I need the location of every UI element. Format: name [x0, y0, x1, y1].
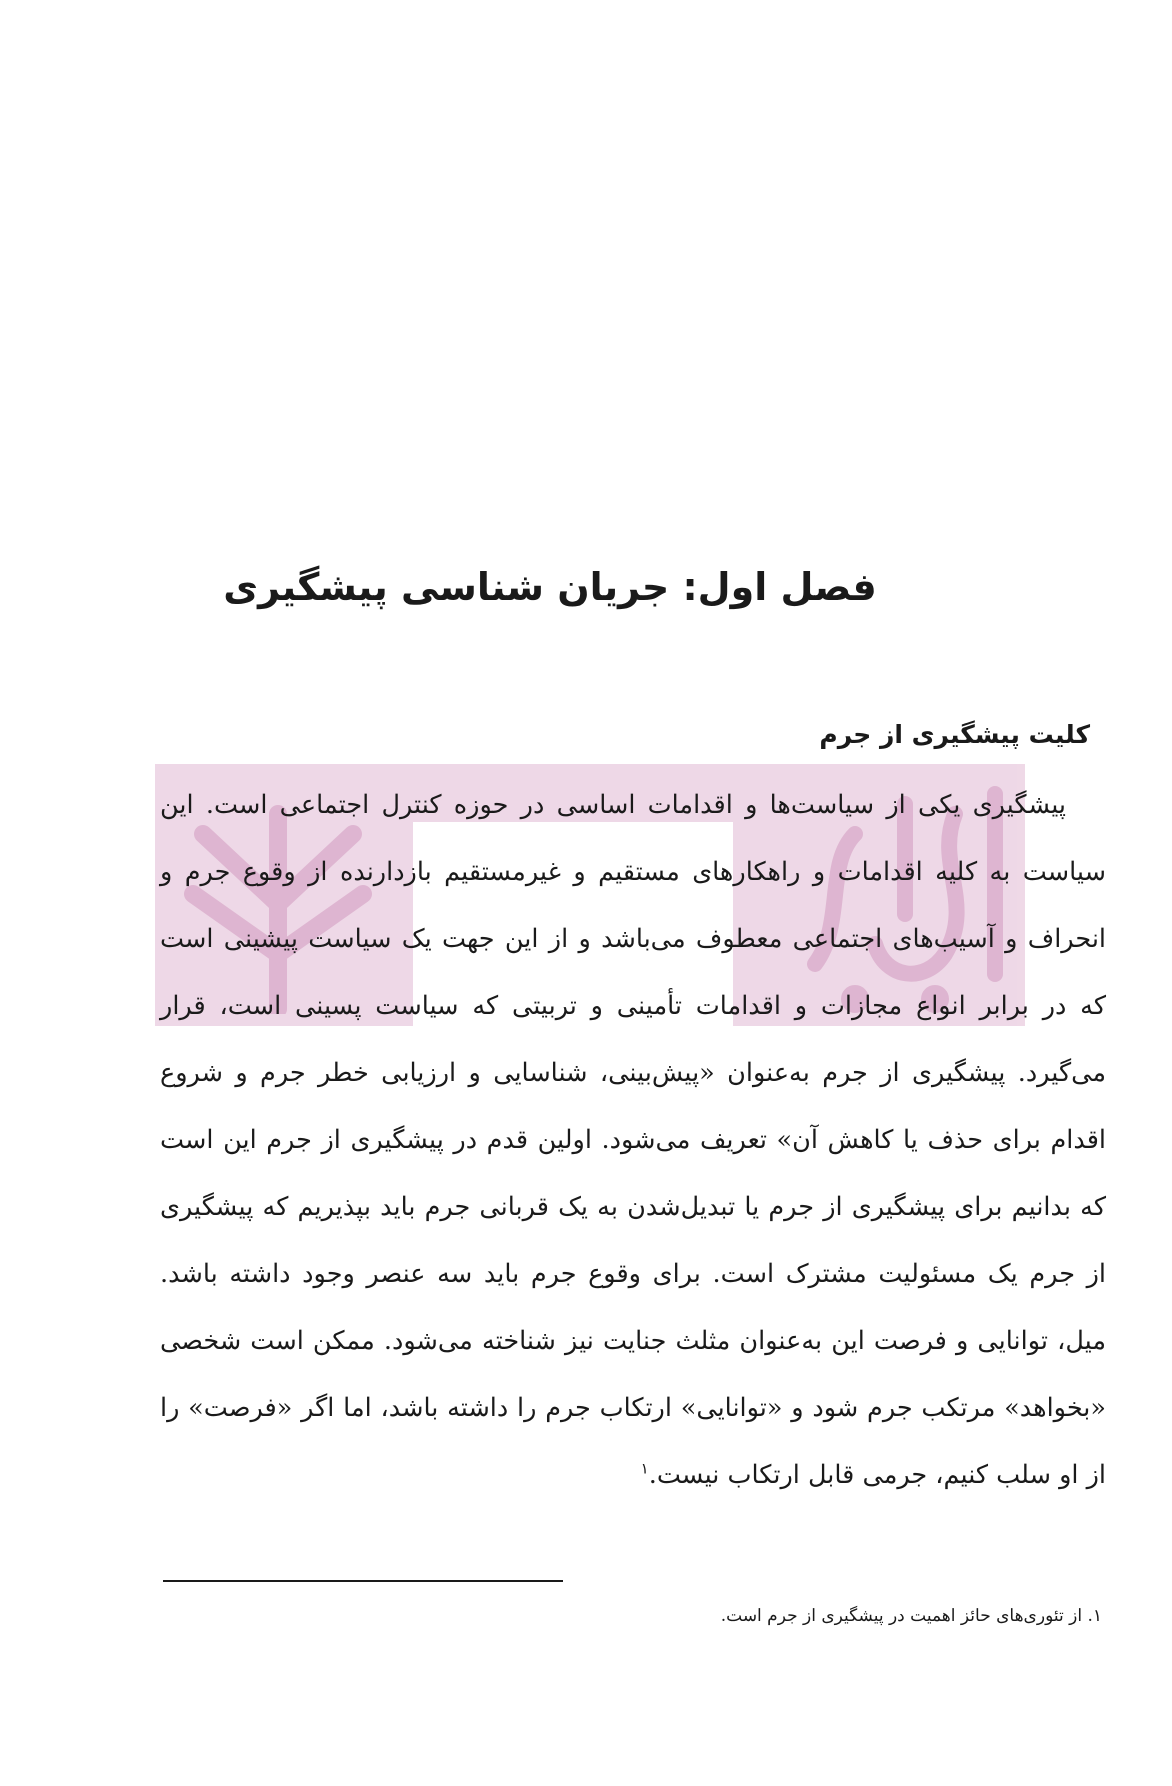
- footnote-divider: [163, 1580, 563, 1582]
- section-heading: کلیت پیشگیری از جرم: [819, 720, 1090, 749]
- footnote-marker: ۱: [640, 1459, 649, 1478]
- footnote: ۱. از تئوری‌های حائز اهمیت در پیشگیری از جرم است.: [720, 1606, 1102, 1626]
- body-paragraph: [160, 772, 1106, 1509]
- chapter-title: فصل اول: جریان شناسی پیشگیری: [223, 565, 877, 609]
- body-text: [160, 772, 1106, 1509]
- paragraph-text: پیشگیری یکی از سیاست‌ها و اقدامات اساسی در حوزه کنترل اجتماعی است. این سیاست به کلیه اقدامات و راهکارهای مستقیم و غیرمستقیم بازدارنده از وقوع جرم و انحراف و آسیب‌های اجتماعی معطوف می‌باشد و از این جهت یک سیاست پیشینی است که در برابر انواع مجازات و اقدامات تأمینی و تربیتی که سیاست پسینی است، قرار می‌گیرد. پیشگیری از جرم به‌عنوان «پیش‌بینی، شناسایی و ارزیابی خطر جرم و شروع اقدام برای حذف یا کاهش آن» تعریف می‌شود. اولین قدم در پیشگیری از جرم این است که بدانیم برای پیشگیری از جرم یا تبدیل‌شدن به یک قربانی جرم باید بپذیریم که پیشگیری از جرم یک مسئولیت مشترک است. برای وقوع جرم باید سه عنصر وجود داشته باشد. میل، توانایی و فرصت این به‌عنوان مثلث جنایت نیز شناخته می‌شود. ممکن است شخصی «بخواهد» مرتکب جرم شود و «توانایی» ارتکاب جرم را داشته باشد، اما اگر «فرصت» را از او سلب کنیم، جرمی قابل ارتکاب نیست.: [160, 790, 1106, 1490]
